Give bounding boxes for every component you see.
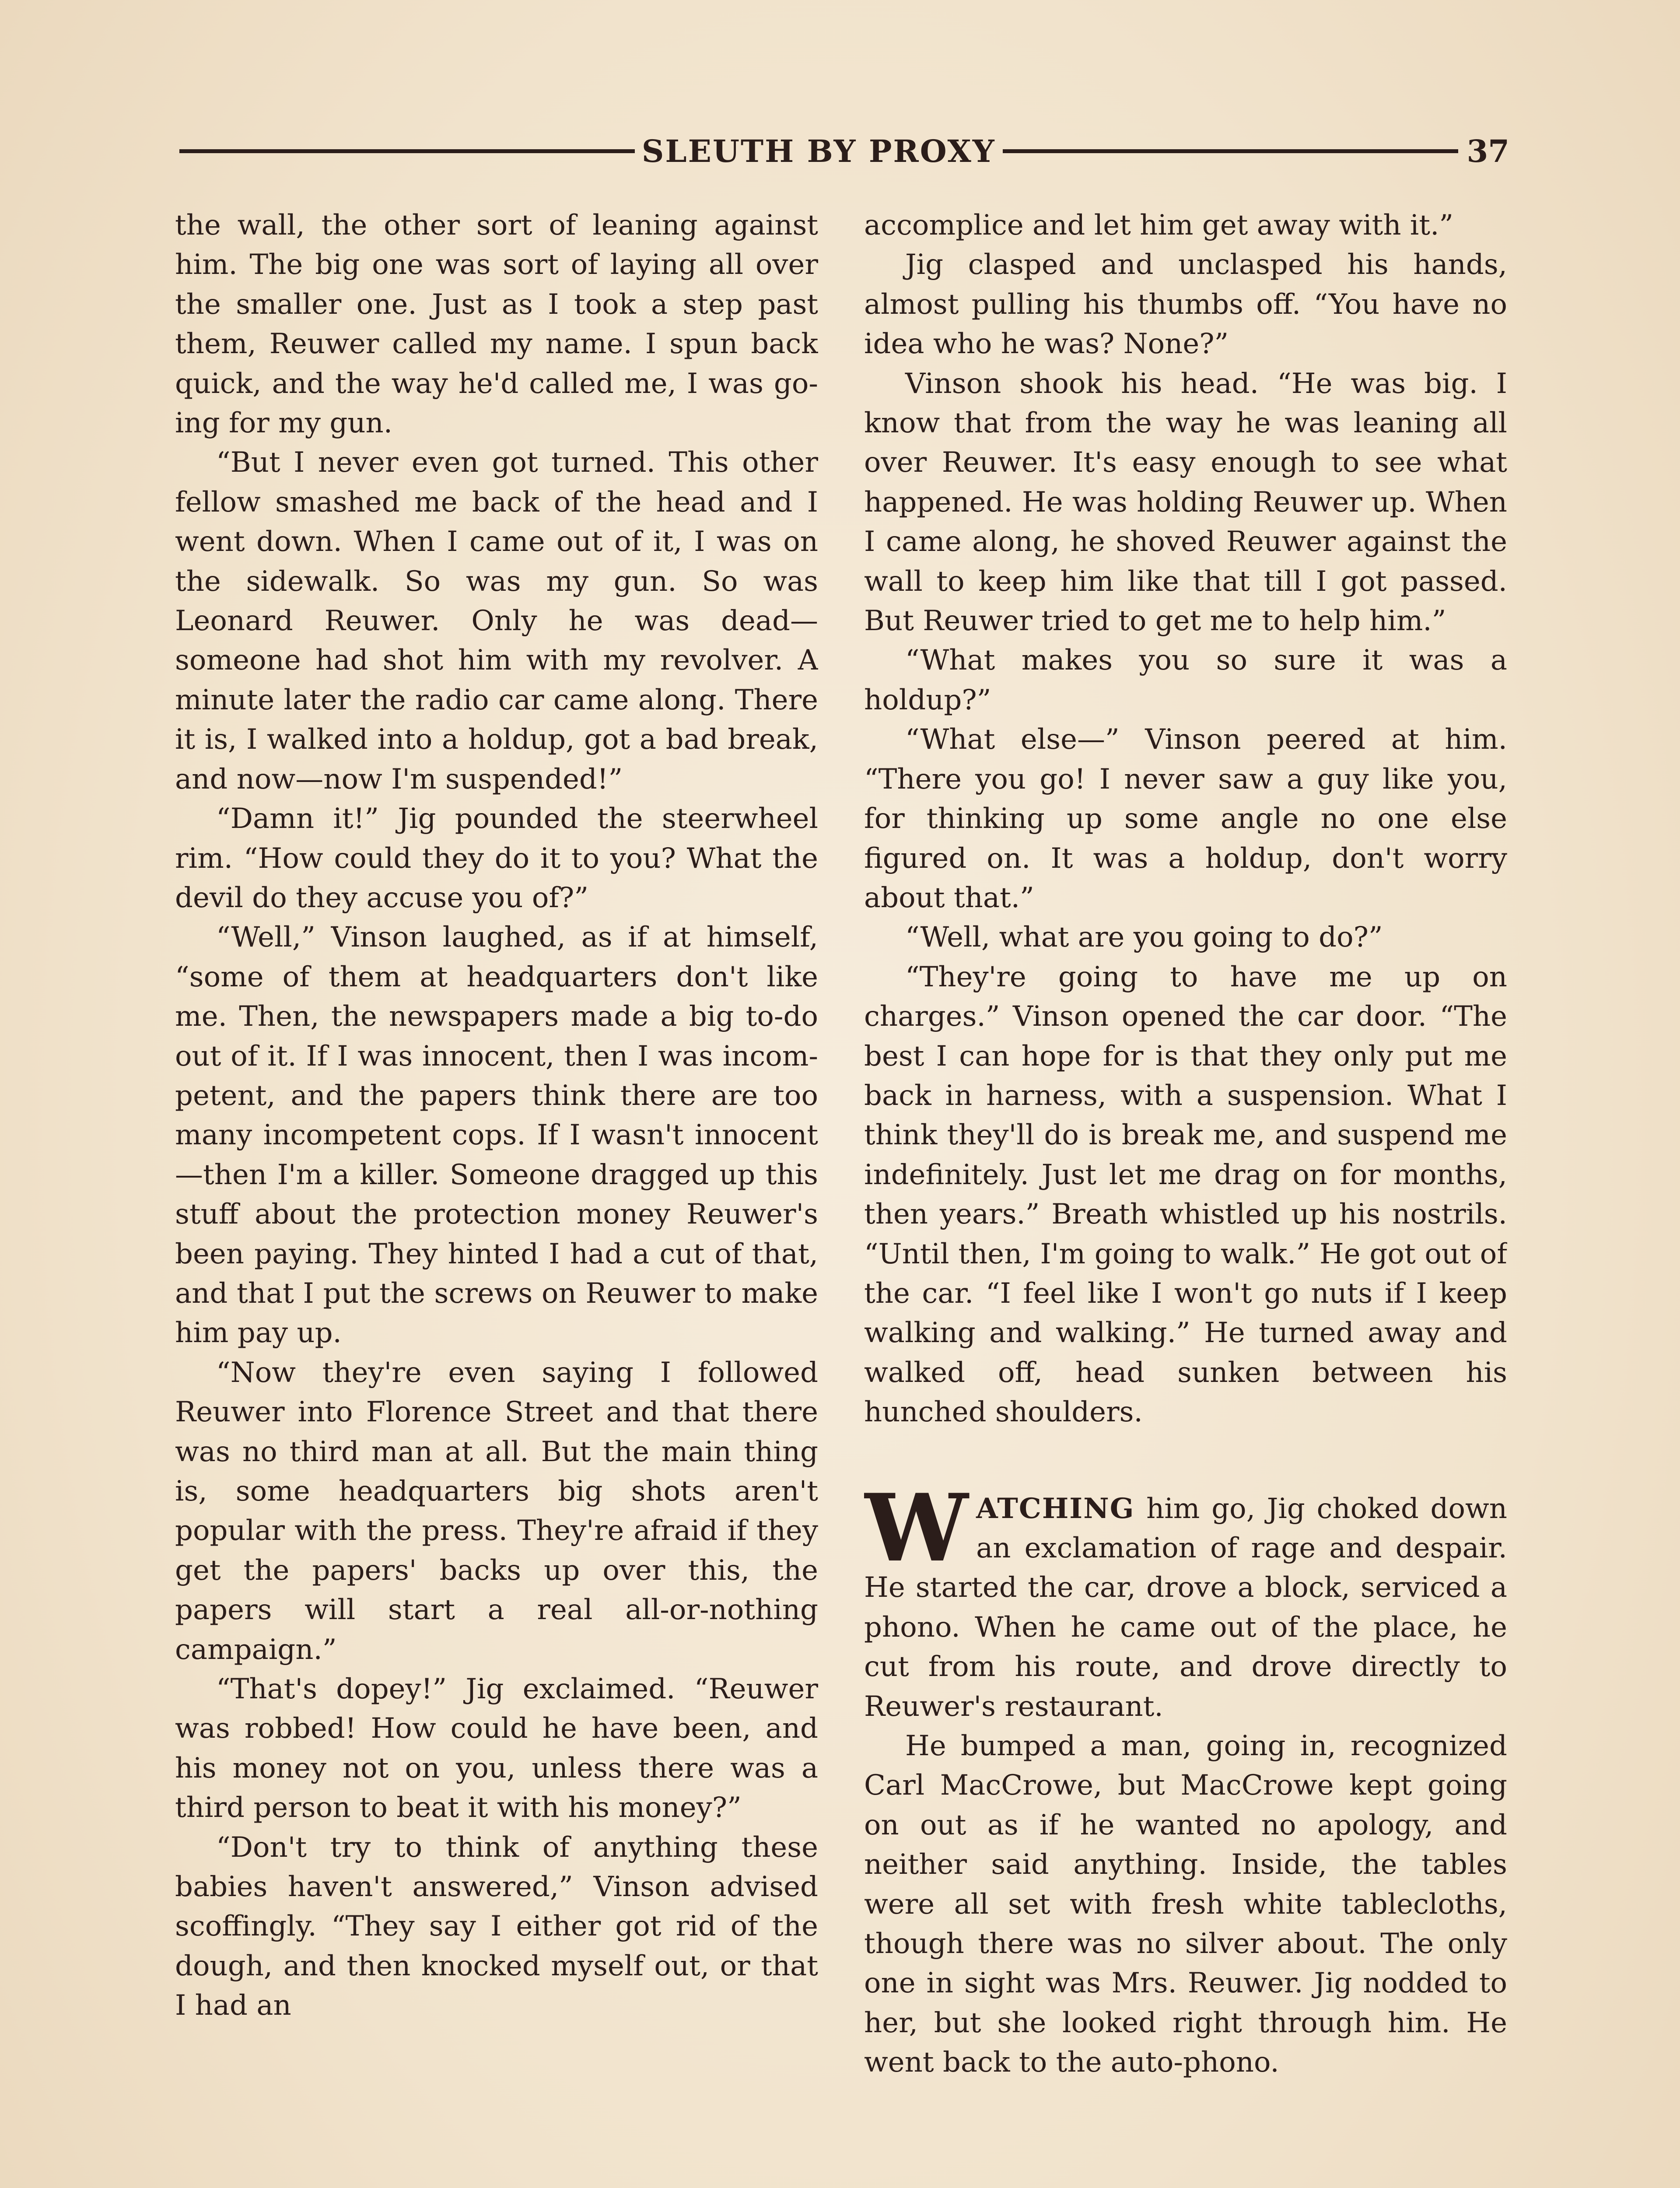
header-rule-right	[1003, 149, 1458, 153]
lead-caps: ATCHING	[976, 1492, 1135, 1525]
paragraph: “Damn it!” Jig pounded the steerwheel rim. “How could they do it to you? What the devil do they accuse you of?”	[175, 803, 818, 914]
paragraph: “Well,” Vinson laughed, as if at himself, “some of them at headquarters don't like me. Then, the newspapers made a big to-do out of it. If I was innocent, then I was incompetent, and the papers think there are too many incompetent cops. If I wasn't innocent—then I'm a killer. Someone dragged up this stuff about the protection money Reuwer's been paying. They hinted I had a cut of that, and that I put the screws on Reuwer to make him pay up.	[175, 921, 818, 1350]
page-number: 37	[1466, 133, 1509, 169]
paragraph: “What else—” Vinson peered at him. “There you go! I never saw a guy like you, for thinking up some angle no one else figured on. It was a holdup, don't worry about that.”	[864, 723, 1507, 914]
paragraph: accomplice and let him get away with it.”	[864, 209, 1454, 242]
left-column	[175, 206, 818, 2188]
story-title: SLEUTH BY PROXY	[641, 133, 996, 169]
paragraph: “Don't try to think of anything these babies haven't answered,” Vinson advised scoffingly. “They say I either got rid of the dough, and then knocked myself out, or that I had an	[175, 1831, 818, 2022]
paragraph: “But I never even got turned. This other fellow smashed me back of the head and I went down. When I came out of it, I was on the sidewalk. So was my gun. So was Leonard Reuwer. Only he was dead—someone had shot him with my revolver. A minute later the radio car came along. There it is, I walked into a holdup, got a bad break, and now—now I'm suspended!”	[175, 446, 818, 796]
paragraph: “What makes you so sure it was a holdup?”	[864, 644, 1507, 716]
paragraph: “They're going to have me up on charges.” Vinson opened the car door. “The best I can hope for is that they only put me back in harness, with a suspension. What I think they'll do is break me, and suspend me indefinitely. Just let me drag on for months, then years.” Breath whistled up his nostrils. “Until then, I'm going to walk.” He got out of the car. “I feel like I won't go nuts if I keep walking and walking.” He turned away and walked off, head sunken between his hunched shoulders.	[864, 961, 1507, 1429]
right-column	[864, 206, 1507, 2188]
paragraph: Jig clasped and unclasped his hands, almost pulling his thumbs off. “You have no idea who he was? None?”	[864, 249, 1507, 361]
paragraph: He bumped a man, going in, recognized Carl MacCrowe, but MacCrowe kept going on out as if he wanted no apology, and neither said anything. Inside, the tables were all set with fresh white tablecloths, though there was no silver about. The only one in sight was Mrs. Reuwer. Jig nodded to her, but she looked right through him. He went back to the auto-phono.	[864, 1730, 1507, 2079]
running-head	[179, 127, 1509, 175]
header-rule-left	[179, 149, 635, 153]
paragraph: “Well, what are you going to do?”	[905, 921, 1383, 954]
paragraph: Vinson shook his head. “He was big. I know that from the way he was leaning all over Reuwer. It's easy enough to see what happened. He was holding Reuwer up. When I came along, he shoved Reuwer against the wall to keep him like that till I got passed. But Reuwer tried to get me to help him.”	[864, 367, 1507, 638]
paragraph: “That's dopey!” Jig exclaimed. “Reuwer was robbed! How could he have been, and his money not on you, unless there was a third person to beat it with his money?”	[175, 1673, 818, 1824]
drop-cap: W	[864, 1473, 969, 1582]
paragraph: “Now they're even saying I followed Reuwer into Florence Street and that there was no third man at all. But the main thing is, some headquarters big shots aren't popular with the press. They're afraid if they get the papers' backs up over this, the papers will start a real all-or-nothing campaign.”	[175, 1356, 818, 1666]
paragraph: the wall, the other sort of leaning against him. The big one was sort of laying all over the smaller one. Just as I took a step past them, Reuwer called my name. I spun back quick, and the way he'd called me, I was going for my gun.	[175, 209, 818, 440]
paragraph-text: him go, Jig choked down an exclamation of rage and despair. He started the car, drove a block, serviced a phono. When he came out of the place, he cut from his route, and drove directly to Reuwer's restaurant.	[864, 1492, 1507, 1723]
section-opening-paragraph	[864, 1473, 1507, 1726]
